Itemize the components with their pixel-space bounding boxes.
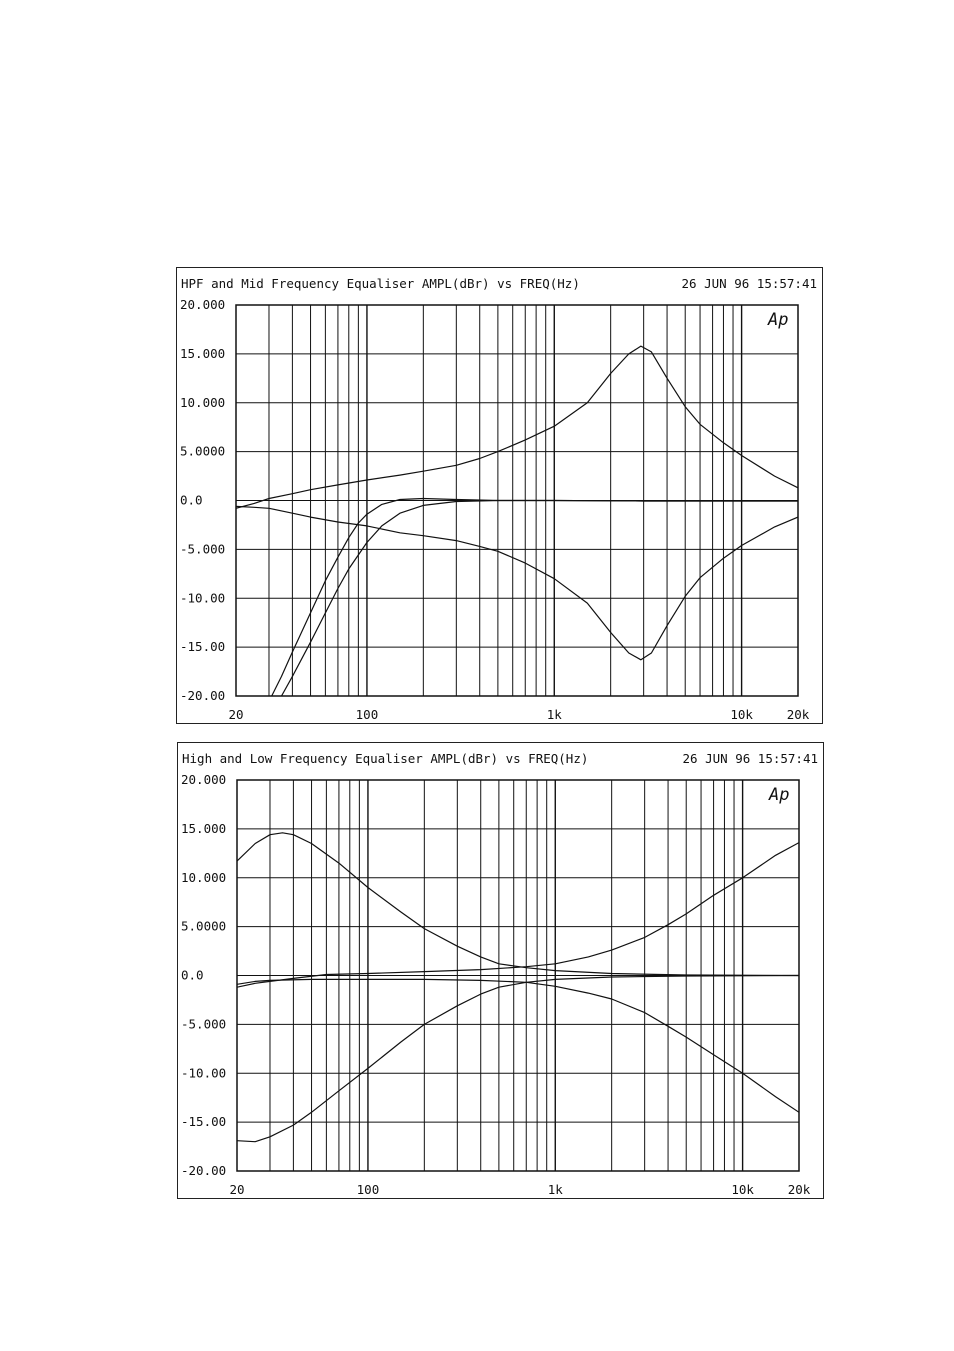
chart-timestamp: 26 JUN 96 15:57:41 — [681, 276, 817, 291]
x-tick-label: 10k — [730, 707, 753, 722]
y-tick-label: 0.0 — [181, 967, 204, 983]
chart-plot-hpf-mid — [177, 268, 824, 725]
y-tick-label: 10.000 — [181, 869, 227, 885]
y-tick-label: 15.000 — [180, 345, 226, 361]
y-tick-label: 5.0000 — [180, 443, 226, 459]
y-tick-label: 10.000 — [180, 394, 226, 410]
x-tick-label: 20k — [786, 707, 810, 722]
x-tick-label: 10k — [731, 1182, 754, 1197]
y-tick-label: -20.00 — [180, 688, 226, 703]
series-line-4 — [237, 979, 799, 1112]
y-tick-label: 20.000 — [181, 772, 227, 787]
chart-timestamp: 26 JUN 96 15:57:41 — [682, 751, 818, 766]
x-tick-label: 100 — [355, 707, 379, 722]
y-tick-label: -20.00 — [181, 1163, 227, 1178]
y-tick-label: -10.00 — [181, 1065, 227, 1081]
series-line-2 — [236, 506, 798, 659]
chart-plot-high-low — [178, 743, 825, 1200]
chart-panel-hpf-mid — [176, 267, 823, 724]
series-line-3 — [237, 843, 799, 988]
y-tick-label: 20.000 — [180, 297, 226, 312]
x-tick-label: 20k — [787, 1182, 811, 1197]
y-tick-label: -5.000 — [180, 541, 226, 557]
y-tick-label: 15.000 — [181, 820, 227, 836]
x-tick-label: 20 — [228, 707, 244, 722]
ap-logo: Ap — [769, 785, 790, 805]
x-tick-label: 1k — [547, 1182, 563, 1197]
x-tick-label: 20 — [229, 1182, 245, 1197]
y-tick-label: -15.00 — [180, 639, 226, 655]
y-tick-label: -15.00 — [181, 1114, 227, 1130]
ap-logo: Ap — [768, 310, 789, 330]
series-line-1 — [236, 346, 798, 508]
y-tick-label: -10.00 — [180, 590, 226, 606]
chart-title: HPF and Mid Frequency Equaliser AMPL(dBr) vs FREQ(Hz) — [181, 276, 580, 291]
series-line-1 — [237, 833, 799, 976]
x-tick-label: 1k — [546, 707, 562, 722]
chart-title: High and Low Frequency Equaliser AMPL(dBr) vs FREQ(Hz) — [182, 751, 589, 766]
series-line-2 — [237, 976, 799, 1142]
y-tick-label: 0.0 — [180, 492, 203, 508]
y-tick-label: -5.000 — [181, 1016, 227, 1032]
y-tick-label: 5.0000 — [181, 918, 227, 934]
series-line-3 — [272, 499, 798, 697]
x-tick-label: 100 — [356, 1182, 380, 1197]
chart-panel-high-low — [177, 742, 824, 1199]
